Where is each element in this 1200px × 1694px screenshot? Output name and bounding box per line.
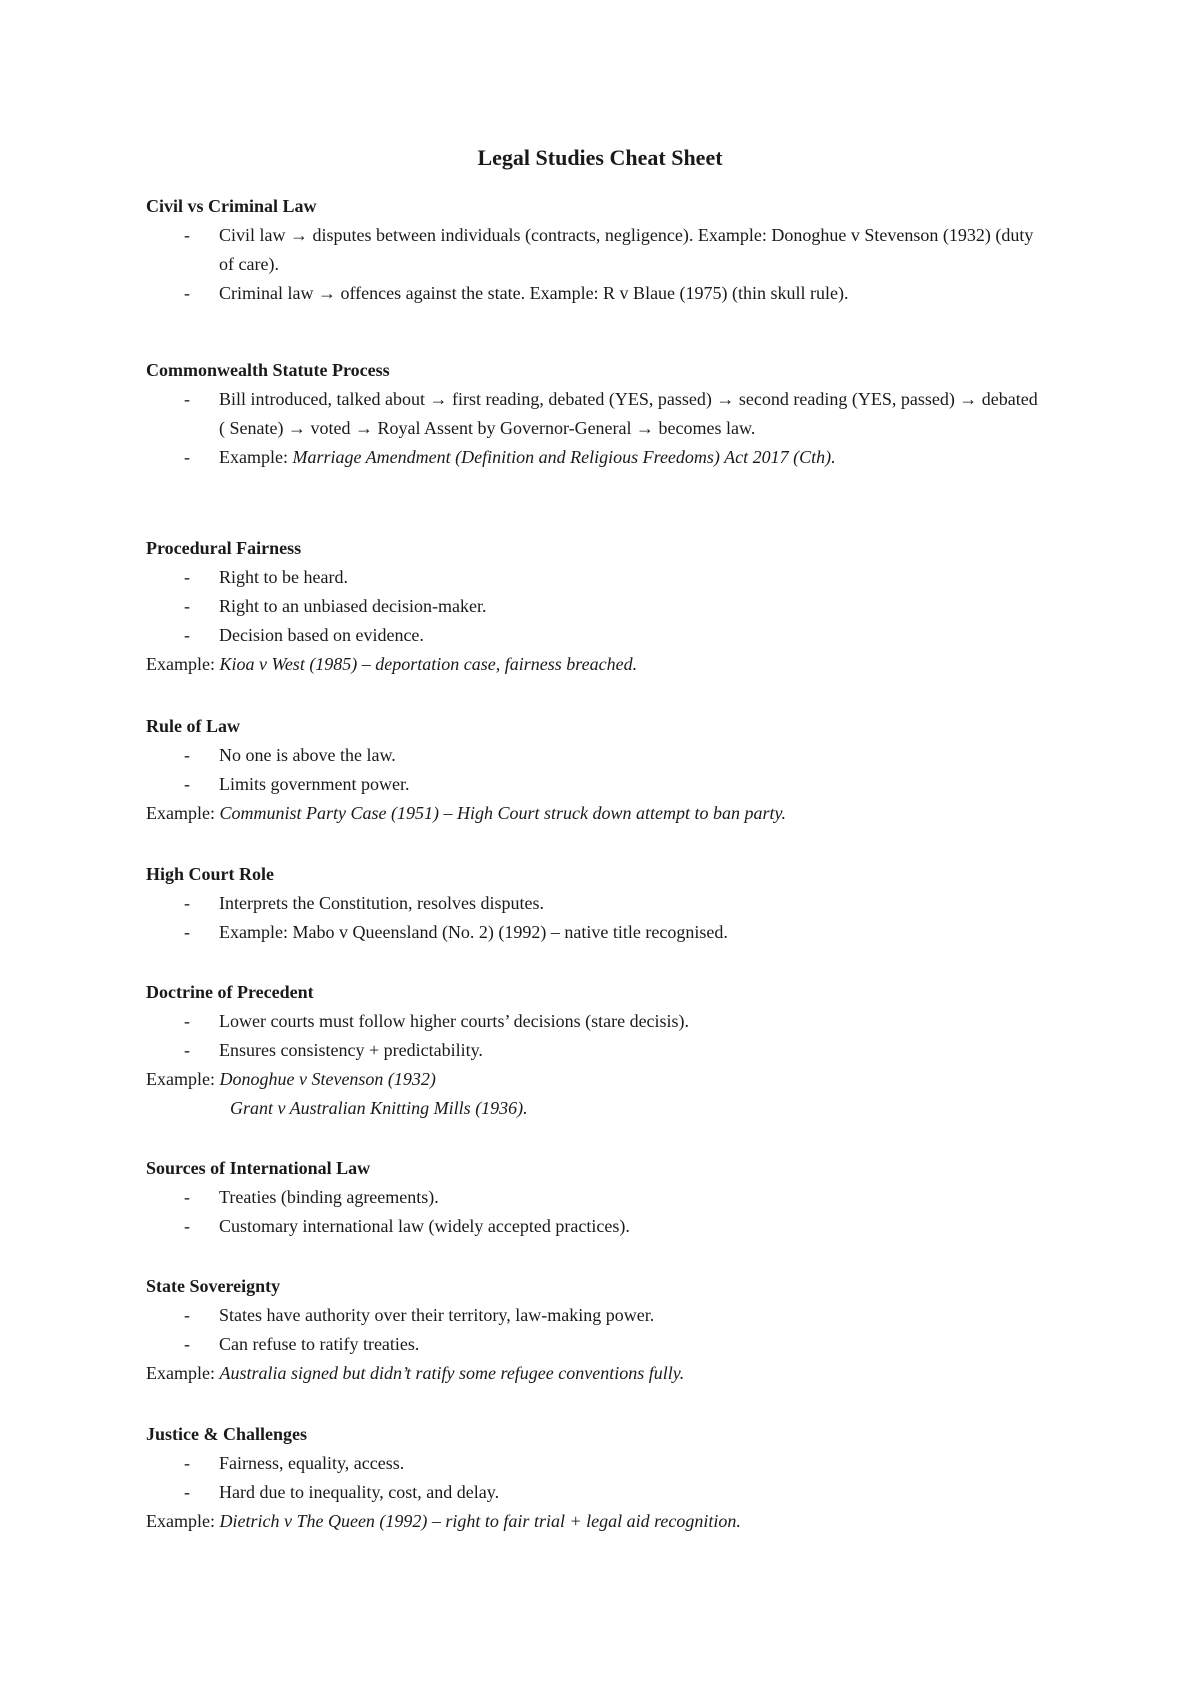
- list-item: [146, 563, 1046, 592]
- bullet-dash: -: [184, 774, 190, 794]
- example-case: Dietrich v The Queen (1992) – right to fair trial + legal aid recognition.: [219, 1511, 741, 1531]
- list-item-text: Right to be heard.: [219, 567, 348, 587]
- bullet-dash: -: [184, 596, 190, 616]
- section-sources-international-law: [146, 1154, 1046, 1241]
- example-line: [146, 1359, 1046, 1388]
- list-item: [146, 1301, 1046, 1330]
- example-label: Example:: [219, 447, 293, 467]
- bullet-dash: -: [184, 1305, 190, 1325]
- section-heading: Rule of Law: [146, 716, 240, 736]
- list-item-text: Bill introduced, talked about → first reading, debated (YES, passed) → second reading (YES, passed) → debated ( Senate) → voted → Royal Assent by Governor-General → becomes law.: [219, 389, 1038, 438]
- list-item-text: Fairness, equality, access.: [219, 1453, 405, 1473]
- list-item: [146, 1449, 1046, 1478]
- bullet-dash: -: [184, 1482, 190, 1502]
- example-line: [146, 1065, 1046, 1094]
- list-item-text: Interprets the Constitution, resolves disputes.: [219, 893, 544, 913]
- example-case: Marriage Amendment (Definition and Religious Freedoms) Act 2017 (Cth).: [292, 447, 836, 467]
- list-item-text: Criminal law → offences against the state. Example: R v Blaue (1975) (thin skull rule).: [219, 283, 849, 303]
- bullet-dash: -: [184, 745, 190, 765]
- bullet-dash: -: [184, 922, 190, 942]
- bullet-dash: -: [184, 225, 190, 245]
- section-civil-vs-criminal: [146, 192, 1046, 308]
- section-heading: High Court Role: [146, 864, 274, 884]
- bullet-dash: -: [184, 1453, 190, 1473]
- example-case: Communist Party Case (1951) – High Court struck down attempt to ban party.: [219, 803, 786, 823]
- section-state-sovereignty: [146, 1272, 1046, 1388]
- list-item-text: Civil law → disputes between individuals (contracts, negligence). Example: Donoghue v Stevenson (1932) (duty of care).: [219, 225, 1034, 274]
- list-item: [146, 592, 1046, 621]
- section-heading: Civil vs Criminal Law: [146, 196, 317, 216]
- list-item: [146, 889, 1046, 918]
- example-label: Example:: [146, 803, 220, 823]
- list-item: [146, 1036, 1046, 1065]
- bullet-dash: -: [184, 1187, 190, 1207]
- list-item: [146, 1183, 1046, 1212]
- example-case: Donoghue v Stevenson (1932): [219, 1069, 436, 1089]
- bullet-dash: -: [184, 567, 190, 587]
- section-doctrine-of-precedent: [146, 978, 1046, 1123]
- bullet-dash: -: [184, 1040, 190, 1060]
- list-item-text: Can refuse to ratify treaties.: [219, 1334, 420, 1354]
- list-item: [146, 918, 1046, 947]
- section-justice-challenges: [146, 1420, 1046, 1536]
- example-label: Example:: [146, 1363, 220, 1383]
- list-item-text: Treaties (binding agreements).: [219, 1187, 439, 1207]
- section-statute-process: [146, 356, 1046, 472]
- list-item: [146, 443, 1046, 472]
- section-heading: Sources of International Law: [146, 1158, 371, 1178]
- list-item: [146, 385, 1046, 443]
- list-item-text: Limits government power.: [219, 774, 410, 794]
- bullet-dash: -: [184, 625, 190, 645]
- example-label: Example:: [146, 1511, 220, 1531]
- list-item-text: Ensures consistency + predictability.: [219, 1040, 483, 1060]
- section-rule-of-law: [146, 712, 1046, 828]
- bullet-dash: -: [184, 1216, 190, 1236]
- page-title: Legal Studies Cheat Sheet: [477, 145, 723, 170]
- list-item-text: Decision based on evidence.: [219, 625, 424, 645]
- list-item-text: Customary international law (widely accepted practices).: [219, 1216, 630, 1236]
- list-item-text: Lower courts must follow higher courts’ decisions (stare decisis).: [219, 1011, 690, 1031]
- section-heading: Justice & Challenges: [146, 1424, 307, 1444]
- example-line: [146, 799, 1046, 828]
- bullet-dash: -: [184, 1011, 190, 1031]
- list-item: [146, 1478, 1046, 1507]
- example-case-continued: Grant v Australian Knitting Mills (1936).: [230, 1098, 528, 1118]
- example-case: Kioa v West (1985) – deportation case, fairness breached.: [219, 654, 638, 674]
- list-item-text: Hard due to inequality, cost, and delay.: [219, 1482, 500, 1502]
- list-item: [146, 279, 1046, 308]
- bullet-dash: -: [184, 389, 190, 409]
- example-line: [146, 1507, 1046, 1536]
- list-item: [146, 741, 1046, 770]
- list-item-text: Right to an unbiased decision-maker.: [219, 596, 487, 616]
- list-item: [146, 770, 1046, 799]
- list-item-text: No one is above the law.: [219, 745, 396, 765]
- example-case: Australia signed but didn’t ratify some refugee conventions fully.: [219, 1363, 685, 1383]
- list-item: [146, 1212, 1046, 1241]
- bullet-dash: -: [184, 283, 190, 303]
- bullet-dash: -: [184, 447, 190, 467]
- section-heading: State Sovereignty: [146, 1276, 281, 1296]
- bullet-dash: -: [184, 1334, 190, 1354]
- section-heading: Procedural Fairness: [146, 538, 302, 558]
- bullet-dash: -: [184, 893, 190, 913]
- list-item-text: States have authority over their territory, law-making power.: [219, 1305, 655, 1325]
- section-heading: Commonwealth Statute Process: [146, 360, 390, 380]
- list-item: [146, 1330, 1046, 1359]
- list-item-text: Example: Mabo v Queensland (No. 2) (1992) – native title recognised.: [219, 922, 728, 942]
- section-high-court-role: [146, 860, 1046, 947]
- example-line: [146, 650, 1046, 679]
- example-label: Example:: [146, 1069, 220, 1089]
- section-procedural-fairness: [146, 534, 1046, 679]
- example-label: Example:: [146, 654, 220, 674]
- list-item: [146, 621, 1046, 650]
- list-item: [146, 1007, 1046, 1036]
- list-item: [146, 221, 1046, 279]
- section-heading: Doctrine of Precedent: [146, 982, 314, 1002]
